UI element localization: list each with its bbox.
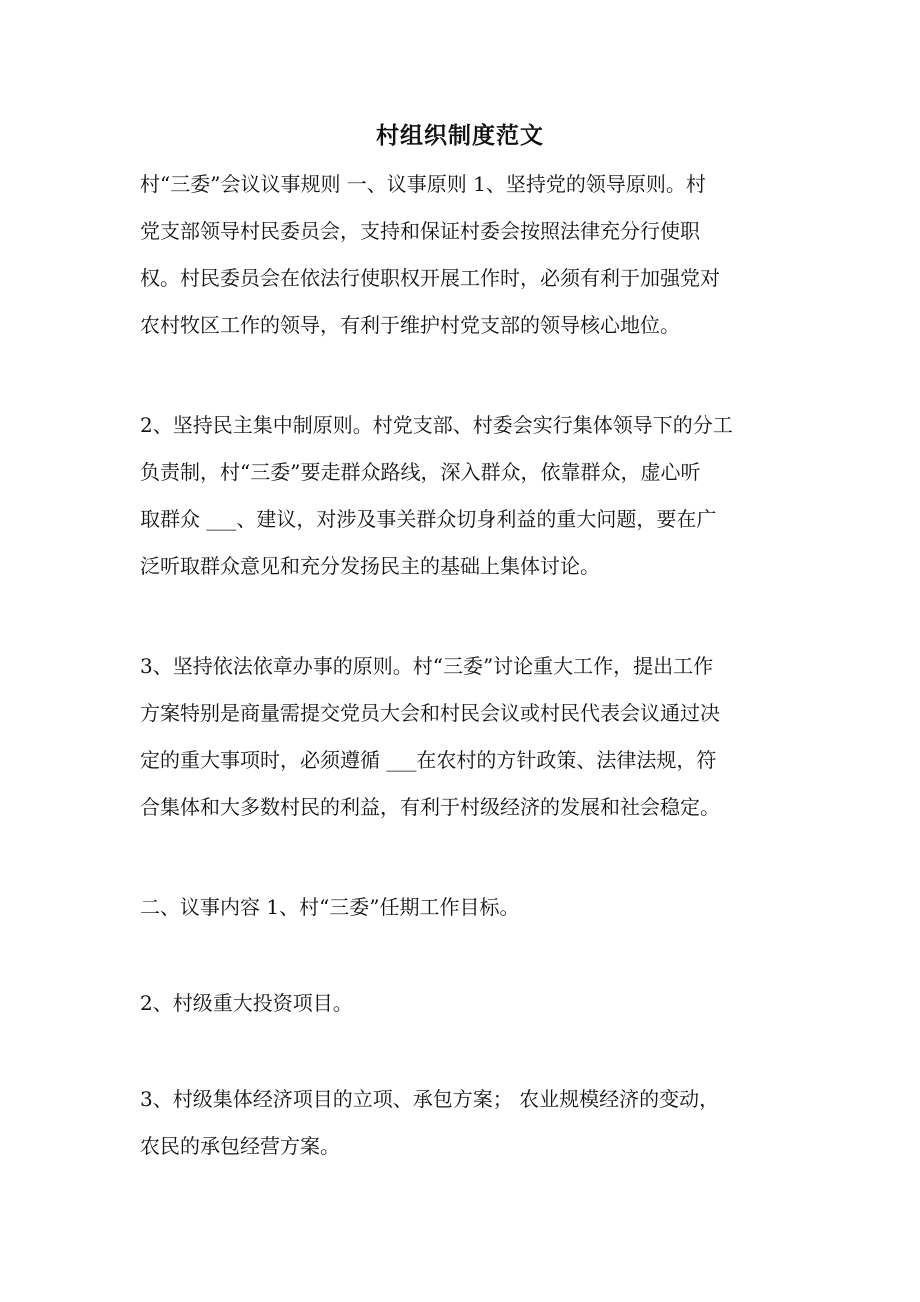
document-title: 村组织制度范文 — [376, 122, 544, 149]
paragraph-democratic-centralism: 2、坚持民主集中制原则。村党支部、村委会实行集体领导下的分工 负责制，村“三委”要走群众路线，深入群众，依靠群众，虚心听 取群众 ___、建议，对涉及事关群众切身利益的重大问题，要在广 泛听取群众意见和充分发扬民主的基础上集体讨论。 — [140, 413, 733, 578]
paragraph-investment-projects: 2、村级重大投资项目。 — [140, 991, 353, 1015]
paragraph-meeting-content: 二、议事内容 1、村“三委”任期工作目标。 — [140, 895, 520, 919]
paragraph-meeting-rules: 村“三委”会议议事规则 一、议事原则 1、坚持党的领导原则。村 党支部领导村民委员会，支持和保证村委会按照法律充分行使职 权。村民委员会在依法行使职权开展工作时，必须有利于加强党对 农村牧区工作的领导，有利于维护村党支部的领导核心地位。 — [140, 172, 720, 337]
paragraph-lawful-principle: 3、坚持依法依章办事的原则。村“三委”讨论重大工作，提出工作 方案特别是商量需提交党员大会和村民会议或村民代表会议通过决 定的重大事项时，必须遵循 ___在农村的方针政策、法律法规，符 合集体和大多数村民的利益，有利于村级经济的发展和社会稳定。 — [140, 654, 720, 819]
paragraph-collective-economy: 3、村级集体经济项目的立项、承包方案； 农业规模经济的变动， 农民的承包经营方案。 — [140, 1087, 720, 1158]
